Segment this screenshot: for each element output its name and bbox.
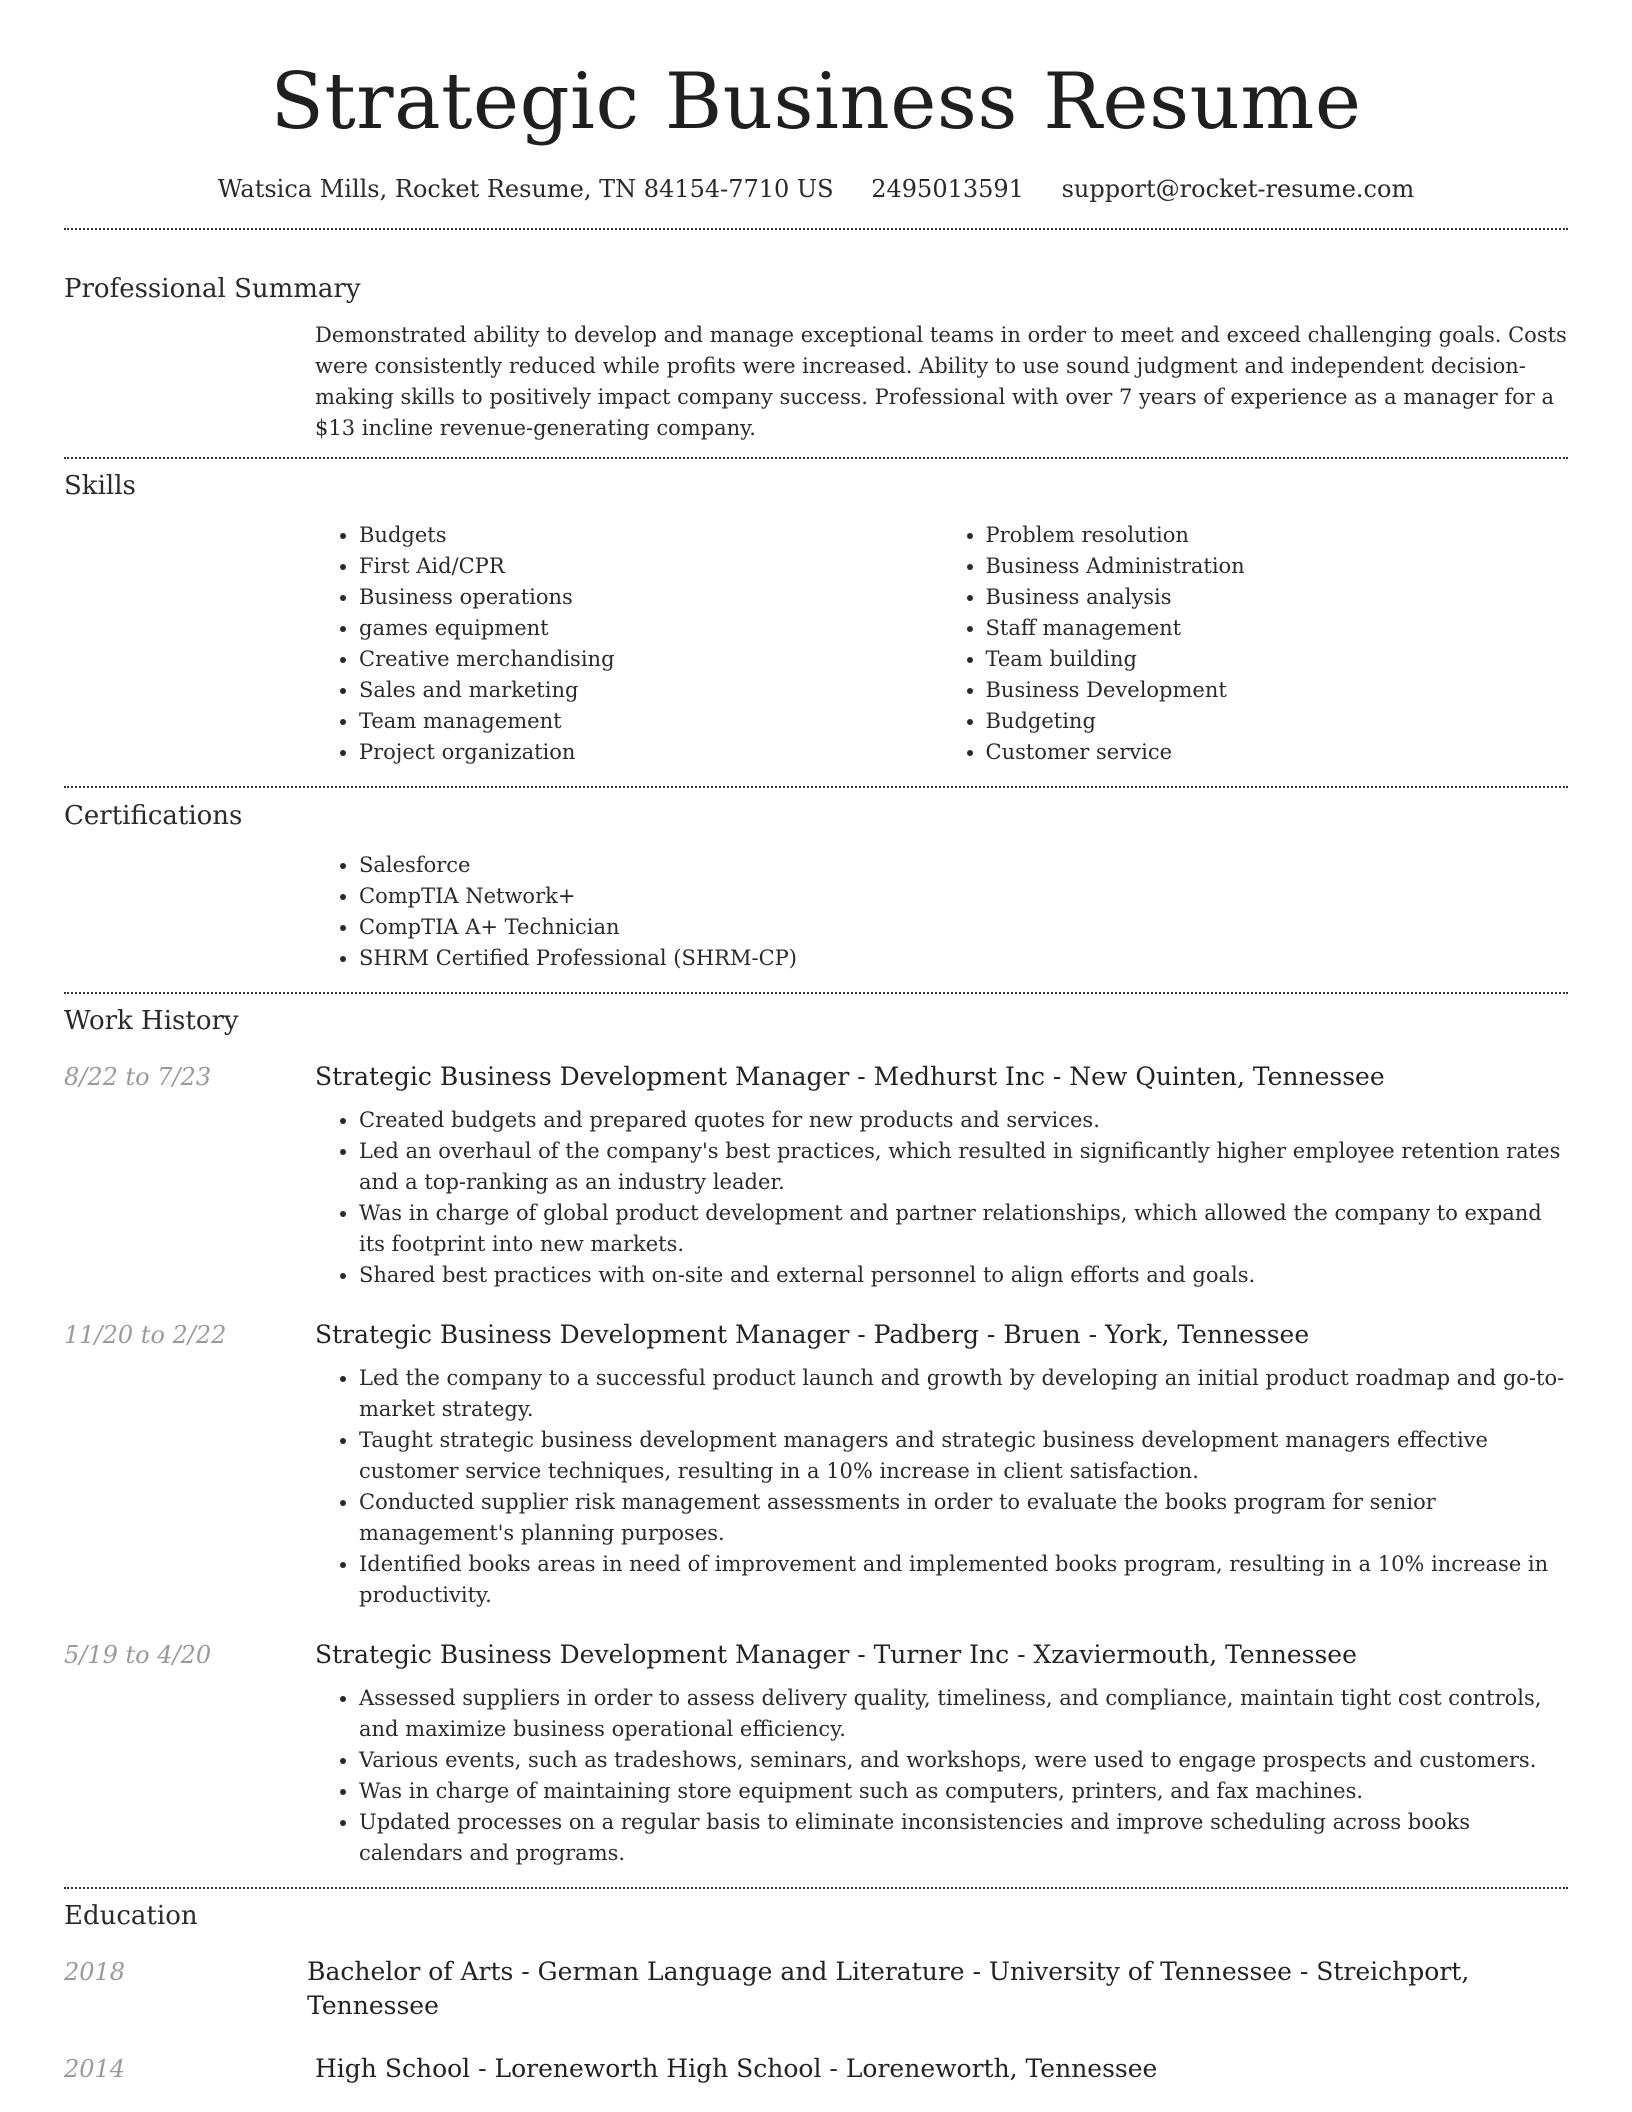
job-bullet: • Was in charge of global product development and partner relationships, which allowed the company to expand its footprint into new markets. xyxy=(359,1198,1568,1260)
job-bullet: • Led the company to a successful product launch and growth by developing an initial product roadmap and go-to-market strategy. xyxy=(359,1363,1568,1425)
section-divider xyxy=(64,992,1568,994)
skill-item: • Business Administration xyxy=(986,551,1569,582)
skill-item: • Team management xyxy=(359,706,942,737)
job-bullet: • Conducted supplier risk management assessments in order to evaluate the books program for senior management's planning purposes. xyxy=(359,1487,1568,1549)
job-bullet: • Assessed suppliers in order to assess delivery quality, timeliness, and compliance, maintain tight cost controls, and maximize business operational efficiency. xyxy=(359,1683,1568,1745)
job-bullet: • Updated processes on a regular basis to eliminate inconsistencies and improve scheduling across books calendars and programs. xyxy=(359,1807,1568,1869)
skill-item: • Business analysis xyxy=(986,582,1569,613)
skills-grid xyxy=(315,520,1568,768)
skill-item: • Budgeting xyxy=(986,706,1569,737)
section-title-skills: Skills xyxy=(64,471,136,501)
certifications-list-wrap xyxy=(315,850,1568,974)
certification-item: • Salesforce xyxy=(359,850,1568,881)
job-title: Strategic Business Development Manager - Turner Inc - Xzaviermouth, Tennessee xyxy=(315,1640,1357,1669)
skill-item: • Business operations xyxy=(359,582,942,613)
section-title-certifications: Certifications xyxy=(64,801,243,831)
job-bullets-wrap xyxy=(315,1683,1568,1869)
section-divider xyxy=(64,228,1568,230)
job-bullets-wrap xyxy=(315,1105,1568,1291)
certification-item: • SHRM Certified Professional (SHRM-CP) xyxy=(359,943,1568,974)
job-bullets xyxy=(315,1683,1568,1869)
skill-item: • games equipment xyxy=(359,613,942,644)
certification-item: • CompTIA Network+ xyxy=(359,881,1568,912)
skill-item: • Creative merchandising xyxy=(359,644,942,675)
section-divider xyxy=(64,786,1568,788)
job-bullets xyxy=(315,1105,1568,1291)
job-bullet: • Taught strategic business development managers and strategic business development managers effective customer service techniques, resulting in a 10% increase in client satisfaction. xyxy=(359,1425,1568,1487)
skills-list-right xyxy=(942,520,1569,768)
summary-text: Demonstrated ability to develop and manage exceptional teams in order to meet and exceed challenging goals. Costs were consistently reduced while profits were increased. Ability to use sound judgment and independent decision-making skills to positively impact company success. Professional with over 7 years of experience as a manager for a $13 incline revenue-generating company. xyxy=(315,323,1567,440)
skill-item: • Staff management xyxy=(986,613,1569,644)
skill-item: • Sales and marketing xyxy=(359,675,942,706)
job-title: Strategic Business Development Manager - Padberg - Bruen - York, Tennessee xyxy=(315,1320,1310,1349)
contact-address: Watsica Mills, Rocket Resume, TN 84154-7710 US xyxy=(217,175,834,203)
education-entry xyxy=(64,2052,1568,2086)
skill-item: • Problem resolution xyxy=(986,520,1569,551)
job-bullet: • Shared best practices with on-site and external personnel to align efforts and goals. xyxy=(359,1260,1568,1291)
resume-title: Strategic Business Resume xyxy=(270,57,1362,147)
section-title-education: Education xyxy=(64,1901,198,1931)
job-bullets-wrap xyxy=(315,1363,1568,1611)
job-bullets xyxy=(315,1363,1568,1611)
skill-item: • Team building xyxy=(986,644,1569,675)
contact-line xyxy=(64,172,1568,206)
job-bullet: • Created budgets and prepared quotes for new products and services. xyxy=(359,1105,1568,1136)
job-bullet: • Was in charge of maintaining store equipment such as computers, printers, and fax machines. xyxy=(359,1776,1568,1807)
job-title: Strategic Business Development Manager - Medhurst Inc - New Quinten, Tennessee xyxy=(315,1062,1385,1091)
job-header xyxy=(64,1638,1568,1672)
skill-item: • Business Development xyxy=(986,675,1569,706)
education-year: 2018 xyxy=(64,1958,126,1986)
job-bullet: • Led an overhaul of the company's best practices, which resulted in significantly higher employee retention rates and a top-ranking as an industry leader. xyxy=(359,1136,1568,1198)
job-dates: 5/19 to 4/20 xyxy=(64,1641,212,1669)
job-bullet: • Identified books areas in need of improvement and implemented books program, resulting in a 10% increase in productivity. xyxy=(359,1549,1568,1611)
section-divider xyxy=(64,457,1568,459)
job-dates: 11/20 to 2/22 xyxy=(64,1321,227,1349)
job-header xyxy=(64,1060,1568,1094)
section-divider xyxy=(64,1887,1568,1889)
skill-item: • Budgets xyxy=(359,520,942,551)
job-header xyxy=(64,1318,1568,1352)
skills-list-left xyxy=(315,520,942,768)
section-title-work-history: Work History xyxy=(64,1006,239,1036)
certification-item: • CompTIA A+ Technician xyxy=(359,912,1568,943)
job-dates: 8/22 to 7/23 xyxy=(64,1063,212,1091)
education-text: High School - Loreneworth High School - Loreneworth, Tennessee xyxy=(315,2054,1158,2083)
contact-email: support@rocket-resume.com xyxy=(1061,175,1415,203)
skill-item: • Customer service xyxy=(986,737,1569,768)
resume-page xyxy=(64,0,1568,2086)
certifications-list xyxy=(315,850,1568,974)
education-year: 2014 xyxy=(64,2055,126,2083)
contact-phone: 2495013591 xyxy=(871,175,1024,203)
education-entry xyxy=(64,1955,1568,2023)
skill-item: • Project organization xyxy=(359,737,942,768)
job-bullet: • Various events, such as tradeshows, seminars, and workshops, were used to engage prospects and customers. xyxy=(359,1745,1568,1776)
skill-item: • First Aid/CPR xyxy=(359,551,942,582)
education-text: Bachelor of Arts - German Language and Literature - University of Tennessee - Streichport, Tennessee xyxy=(307,1957,1470,2020)
section-title-summary: Professional Summary xyxy=(64,274,361,304)
